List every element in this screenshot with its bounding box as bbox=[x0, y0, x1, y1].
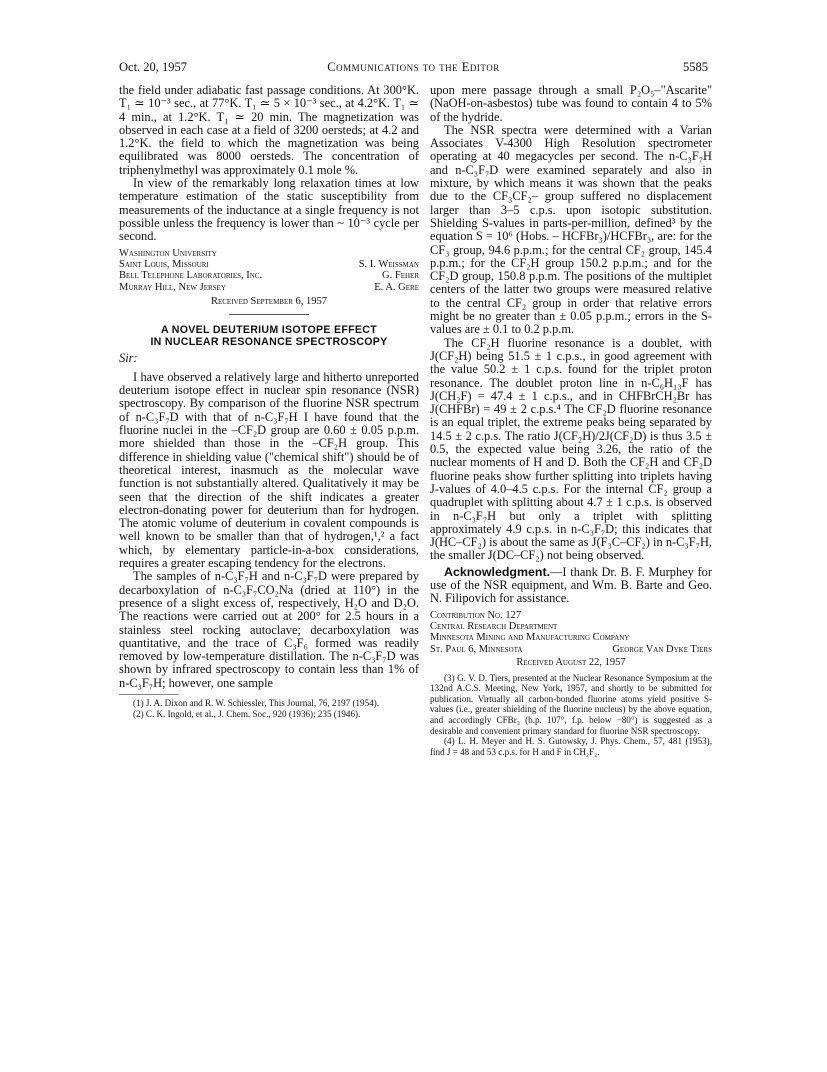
affiliation-1: Washington University Saint Louis, Missouri S. I. Weissman Bell Telephone Laboratories, Inc. G. Feher Murray Hill, New Jersey E. A. Gere bbox=[119, 247, 419, 293]
footnote: (2) C. K. Ingold, et al., J. Chem. Soc., 920 (1936); 235 (1946). bbox=[133, 708, 361, 719]
paragraph: The samples of n-C₃F₇H and n-C₃F₇D were prepared by decarboxylation of n-C₃F₇CO₂Na (dried at 110°) in the presence of a slight excess of, respectively, H₂O and D₂O. The reactions were carried out at 200° for 2.5 hours in a stainless steel rocking autoclave; decarboxylation was quantitative, and the trace of C₃F₆ formed was readily removed by low-temperature distillation. The n-C₃F₇D was shown by infrared spectroscopy to contain less than 1% of n-C₃F₇H; however, one sample bbox=[119, 569, 419, 690]
footnote-divider bbox=[119, 694, 179, 695]
author-name: E. A. Gere bbox=[374, 281, 419, 293]
paragraph: The NSR spectra were determined with a Varian Associates V-4300 High Resolution spectrometer operating at 40 megacycles per second. The n-C₃F₇H and n-C₃F₇D were examined separately and also in mixture, by which means it was shown that the peaks due to the CF₃CF₂– group suffered no displacement larger than 3–5 c.p.s. upon isotopic substitution. Shielding S-values in parts-per-million, defined³ by the equation S = 10⁶ (Hobs. – HCFBr₃)/HCFBr₃, are: for the CF₃ group, 94.6 p.p.m.; for the central CF₂ group, 145.4 p.p.m.; for the CF₂H group 150.2 p.p.m.; and for the CF₂D group, 150.8 p.p.m. The positions of the multiplet centers of the latter two groups were measured relative to the central CF₂ group in order that relative errors might be no greater than ± 0.05 p.p.m.; errors in the S-values are ± 0.1 to 0.2 p.p.m. bbox=[430, 122, 712, 337]
author-name: S. I. Weissman bbox=[358, 258, 419, 270]
paragraph: upon mere passage through a small P₂O₅–"Ascarite" (NaOH-on-asbestos) tube was found to contain 4 to 5% of the hydride. bbox=[430, 83, 712, 124]
left-column bbox=[119, 84, 419, 719]
paragraph: In view of the remarkably long relaxation times at low temperature estimation of the static susceptibility from measurements of the inductance at a single frequency is not possible unless the frequency is lower than ~ 10⁻³ cycle per second. bbox=[119, 176, 419, 244]
author-name: George Van Dyke Tiers bbox=[612, 643, 712, 655]
footnote: (4) L. H. Meyer and H. S. Gutowsky, J. Phys. Chem., 57, 481 (1953), find J = 48 and 53 c.p.s. for H and F in CH₂F₂. bbox=[430, 736, 712, 757]
received-date: Received September 6, 1957 bbox=[210, 296, 328, 308]
paragraph: I have observed a relatively large and hitherto unreported deuterium isotope effect in nuclear spin resonance (NSR) spectroscopy. By comparison of the fluorine NSR spectrum of n-C₃F₇D with that of n-C₃F₇H I have found that the fluorine nuclei in the –CF₂D group are 0.60 ± 0.05 p.p.m. more shielded than those in the –CF₂H group. This difference in shielding value ("chemical shift") should be of theoretical interest, inasmuch as the molecular wave function is not substantially altered. Qualitatively it may be seen that the direction of the shift indicates a greater electron-donating power for deuterium than for hydrogen. The atomic volume of deuterium in covalent compounds is well known to be smaller than that of hydrogen,¹,² a fact which, by elementary particle-in-a-box considerations, requires a greater escaping tendency for the electrons. bbox=[119, 369, 419, 571]
salutation: Sir: bbox=[119, 350, 138, 365]
article-title: A NOVEL DEUTERIUM ISOTOPE EFFECT IN NUCLEAR RESONANCE SPECTROSCOPY bbox=[150, 323, 388, 348]
contribution-affiliation: Contribution No. 127 Central Research Department Minnesota Mining and Manufacturing Company St. Paul 6, Minnesota George Van Dyke Tiers bbox=[430, 609, 712, 655]
author-name: G. Feher bbox=[382, 270, 419, 282]
footnote: (3) G. V. D. Tiers, presented at the Nuclear Resonance Symposium at the 132nd A.C.S. Meeting, New York, 1957, and shortly to be submitted for publication. Virtually all carbon-bonded fluorine atoms yield positive S-values (i.e., greater shielding of the fluorine nucleus) by the above equation, and accordingly CFBr₃ (b.p. 107°, f.p. below −80°) is suggested as a desirable and convenient primary standard for fluorine NSR spectroscopy. bbox=[430, 672, 712, 736]
paragraph: the field under adiabatic fast passage conditions. At 300°K. T₁ ≃ 10⁻³ sec., at 77°K. T₁ ≃ 5 × 10⁻³ sec., at 4.2°K. T₁ ≃ 4 min., at 1.2°K. T₁ ≃ 20 min. The magnetization was observed in each case at a field of 3200 oersteds; at 4.2 and 1.2°K. the field to which the magnetization was being equilibrated was 8000 oersteds. The concentration of triphenylmethyl was approximately 0.1 mole %. bbox=[119, 83, 419, 177]
acknowledgment-label: Acknowledgment. bbox=[444, 564, 551, 579]
paragraph: The CF₂H fluorine resonance is a doublet, with J(CF₂H) being 51.5 ± 1 c.p.s., in good agreement with the value 50.2 ± 1 c.p.s. found for the triplet proton resonance. The doublet proton line in n-C₆H₁₃F has J(CH₂F) = 47.4 ± 1 c.p.s., and in CHFBrCH₂Br has J(CHFBr) = 49 ± 2 c.p.s.⁴ The CF₂D fluorine resonance is an equal triplet, the extreme peaks being separated by 14.5 ± 2 c.p.s. The ratio J(CF₂H)/2J(CF₂D) is thus 3.5 ± 0.5, the expected value being 3.26, the ratio of the nuclear moments of H and D. Both the CF₂H and CF₂D fluorine peaks show further splitting into triplets having J-values of 4.0–4.5 c.p.s. For the internal CF₂ group a quadruplet with splitting about 4.7 ± 1 c.p.s. is observed in n-C₃F₇H but only a triplet with splitting approximately 4.9 c.p.s. in n-C₃F₇D; this indicates that J(HC–CF₂) is about the same as J(F₃C–CF₂) in n-C₃F₇H, the smaller J(DC–CF₂) not being observed. bbox=[430, 335, 712, 563]
acknowledgment: Acknowledgment.—I thank Dr. B. F. Murphey for use of the NSR equipment, and Wm. B. Barte and Geo. N. Filipovich for assistance. bbox=[430, 564, 712, 606]
received-date: Received August 22, 1957 bbox=[516, 657, 626, 669]
footnote: (1) J. A. Dixon and R. W. Schiessler, This Journal, 76, 2197 (1954). bbox=[133, 698, 379, 709]
page-number: 5585 bbox=[683, 60, 708, 74]
divider bbox=[229, 314, 309, 315]
page-date: Oct. 20, 1957 bbox=[119, 60, 188, 74]
right-column bbox=[430, 84, 712, 757]
journal-section-title: Communications to the Editor bbox=[327, 60, 500, 74]
